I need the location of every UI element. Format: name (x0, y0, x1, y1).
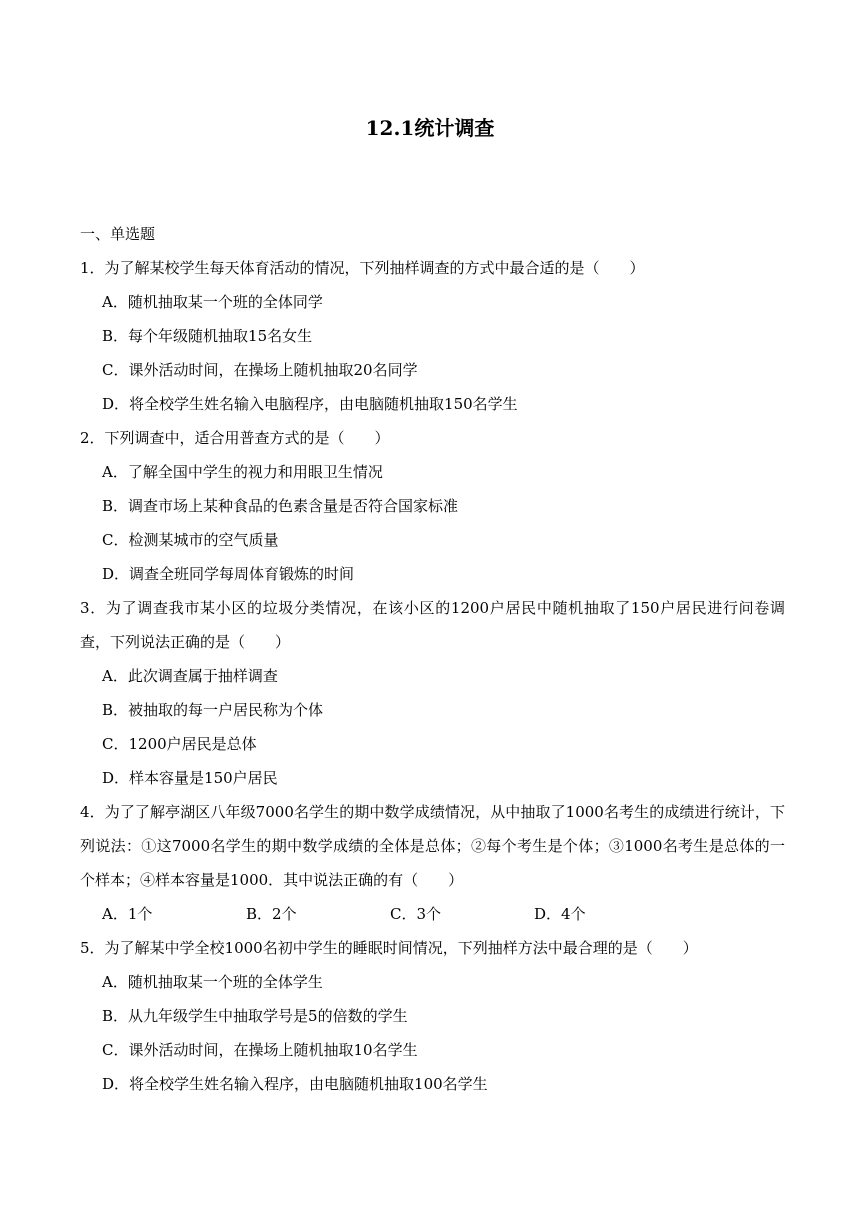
question-stem: 3．为了调查我市某小区的垃圾分类情况，在该小区的1200户居民中随机抽取了150户居民进行问卷调查，下列说法正确的是（ ） (80, 599, 785, 651)
option-a: A．随机抽取某一个班的全体同学 (102, 293, 323, 311)
option-c: C．1200户居民是总体 (102, 735, 257, 753)
option-d: D．样本容量是150户居民 (102, 769, 278, 787)
option-c: C．课外活动时间，在操场上随机抽取10名学生 (102, 1041, 418, 1059)
option-d: D．调查全班同学每周体育锻炼的时间 (102, 565, 355, 583)
question-4 (80, 795, 785, 931)
option-d: D．将全校学生姓名输入电脑程序，由电脑随机抽取150名学生 (102, 395, 518, 413)
option-a: A．此次调查属于抽样调查 (102, 667, 278, 685)
option-d: D．将全校学生姓名输入程序，由电脑随机抽取100名学生 (102, 1075, 488, 1093)
question-stem: 2．下列调查中，适合用普查方式的是（ ） (80, 429, 390, 447)
option-c: C．检测某城市的空气质量 (102, 531, 279, 549)
question-3 (80, 591, 785, 795)
question-1 (80, 251, 785, 421)
question-2 (80, 421, 785, 591)
option-b: B．2个 (246, 905, 297, 923)
option-row (80, 897, 785, 931)
option-b: B．从九年级学生中抽取学号是5的倍数的学生 (102, 1007, 408, 1025)
page-title: 12.1统计调查 (365, 116, 495, 140)
question-stem: 1．为了解某校学生每天体育活动的情况，下列抽样调查的方式中最合适的是（ ） (80, 259, 645, 277)
option-b: B．调查市场上某种食品的色素含量是否符合国家标准 (102, 497, 459, 515)
question-stem: 5．为了解某中学全校1000名初中学生的睡眠时间情况，下列抽样方法中最合理的是（ ） (80, 939, 698, 957)
question-5 (80, 931, 785, 1101)
option-a: A．了解全国中学生的视力和用眼卫生情况 (102, 463, 383, 481)
option-c: C．3个 (390, 905, 442, 923)
option-a: A．随机抽取某一个班的全体学生 (102, 973, 323, 991)
option-d: D．4个 (534, 905, 586, 923)
option-b: B．每个年级随机抽取15名女生 (102, 327, 313, 345)
section-heading: 一、单选题 (80, 225, 156, 243)
question-list (80, 251, 785, 1101)
option-b: B．被抽取的每一户居民称为个体 (102, 701, 324, 719)
option-a: A．1个 (102, 905, 153, 923)
question-stem: 4．为了了解亭湖区八年级7000名学生的期中数学成绩情况，从中抽取了1000名考生的成绩进行统计，下列说法：①这7000名学生的期中数学成绩的全体是总体；②每个考生是个体；③1000名考生是总体的一个样本；④样本容量是1000．其中说法正确的有（ ） (80, 803, 785, 889)
option-c: C．课外活动时间，在操场上随机抽取20名同学 (102, 361, 418, 379)
